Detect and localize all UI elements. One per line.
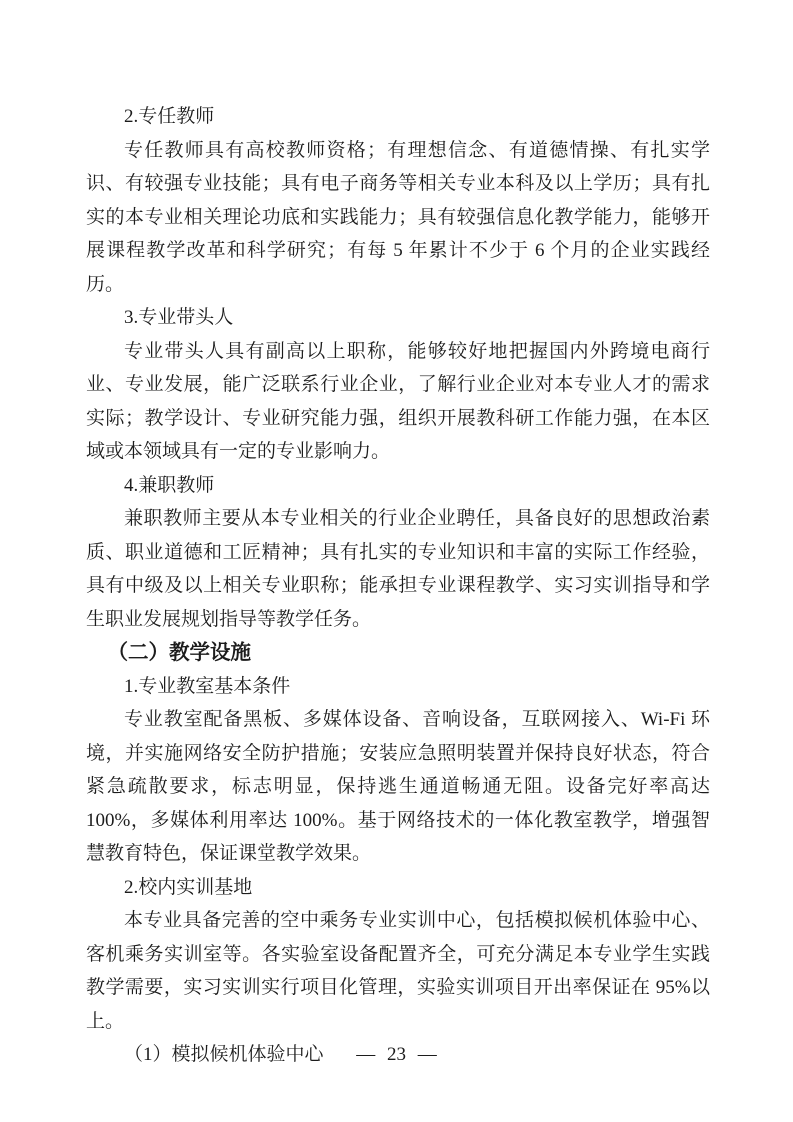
- paragraph-full-time-teachers: 专任教师具有高校教师资格；有理想信念、有道德情操、有扎实学识、有较强专业技能；具有电子商务等相关专业本科及以上学历；具有扎实的本专业相关理论功底和实践能力；具有较强信息化教学能力，能够开展课程教学改革和科学研究；有每 5 年累计不少于 6 个月的企业实践经历。: [86, 139, 710, 295]
- subheading-program-leader: 3.专业带头人: [124, 307, 234, 328]
- subheading-full-time-teachers: 2.专任教师: [124, 106, 215, 127]
- subheading-campus-training-base: 2.校内实训基地: [124, 876, 253, 898]
- paragraph-classroom-conditions: 专业教室配备黑板、多媒体设备、音响设备，互联网接入、Wi-Fi 环境，并实施网络安全防护措施；安装应急照明装置并保持良好状态，符合紧急疏散要求，标志明显，保持逃生通道畅通无阻。设备完好率高达 100%，多媒体利用率达 100%。基于网络技术的一体化教室教学，增强智慧教育特色，保证课堂教学效果。: [86, 709, 710, 864]
- paragraph-part-time-teachers: 兼职教师主要从本专业相关的行业企业聘任，具备良好的思想政治素质、职业道德和工匠精神；具有扎实的专业知识和丰富的实际工作经验，具有中级及以上相关专业职称；能承担专业课程教学、实习实训指导和学生职业发展规划指导等教学任务。: [86, 508, 710, 630]
- paragraph-campus-training-base: 本专业具备完善的空中乘务专业实训中心，包括模拟候机体验中心、客机乘务实训室等。各实验室设备配置齐全，可充分满足本专业学生实践教学需要，实习实训实行项目化管理，实验实训项目开出率保证在 95%以上。: [86, 910, 710, 1032]
- subheading-classroom-conditions: 1.专业教室基本条件: [124, 675, 291, 697]
- subheading-mock-boarding-center: （1）模拟候机体验中心: [124, 1044, 324, 1065]
- subheading-part-time-teachers: 4.兼职教师: [124, 474, 215, 496]
- document-body: [86, 100, 710, 1072]
- heading-teaching-facilities: （二）教学设施: [107, 641, 252, 664]
- page-number: — 23 —: [356, 1044, 437, 1065]
- paragraph-program-leader: 专业带头人具有副高以上职称，能够较好地把握国内外跨境电商行业、专业发展，能广泛联系行业企业，了解行业企业对本专业人才的需求实际；教学设计、专业研究能力强，组织开展教科研工作能力强，在本区域或本领域具有一定的专业影响力。: [86, 340, 710, 462]
- page-footer: [0, 1041, 793, 1069]
